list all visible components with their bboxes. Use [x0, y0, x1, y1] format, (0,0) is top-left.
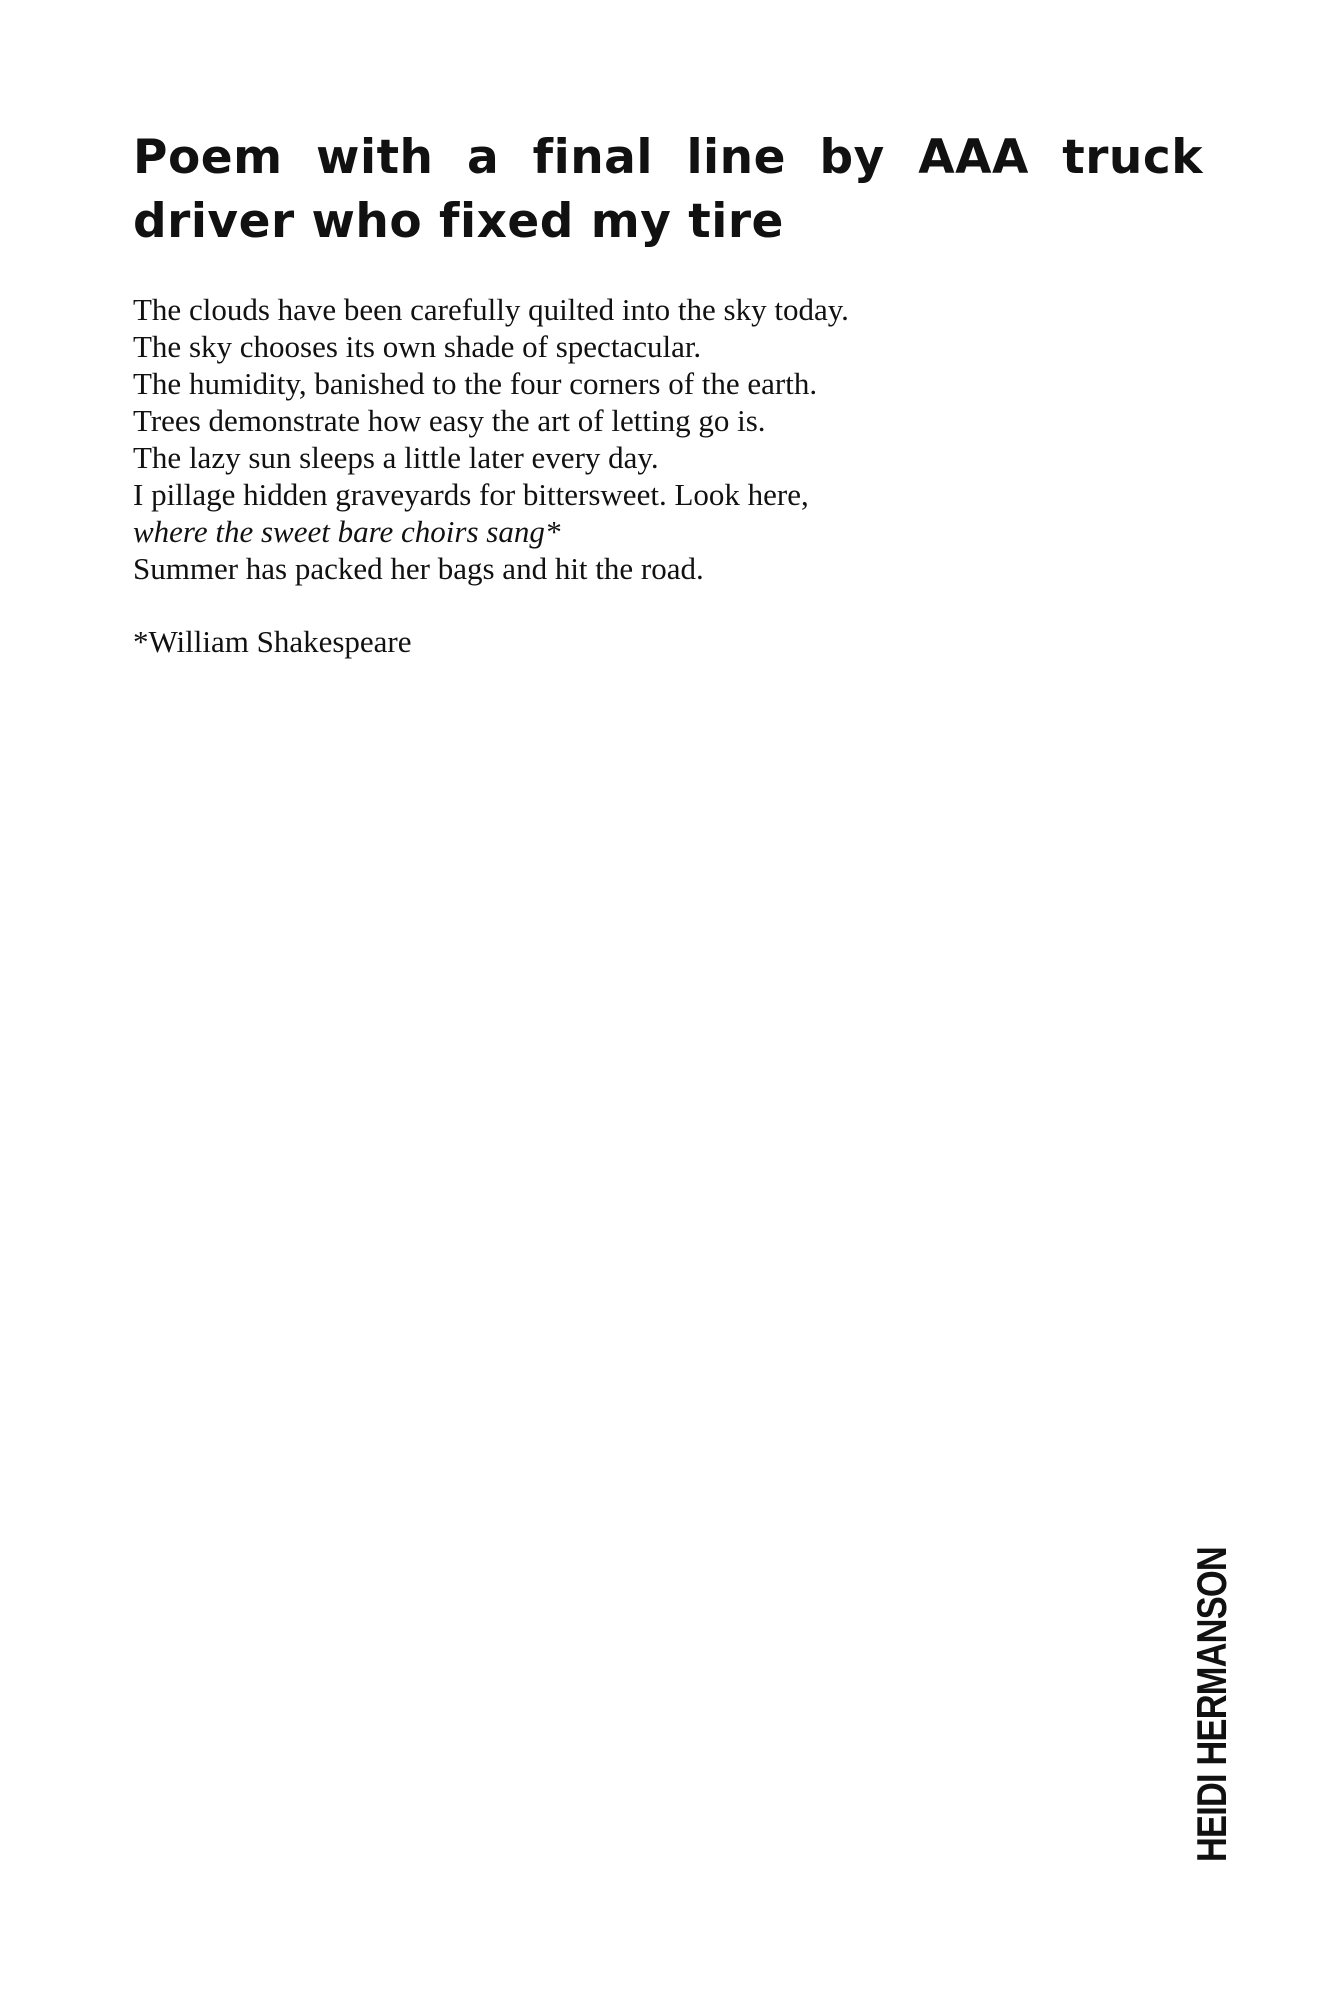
poem-body	[133, 291, 1133, 587]
poem-line: Summer has packed her bags and hit the road.	[133, 551, 704, 586]
poem-line: The clouds have been carefully quilted into the sky today.	[133, 292, 849, 327]
poem-line: The sky chooses its own shade of spectacular.	[133, 329, 702, 364]
poem-line: The lazy sun sleeps a little later every day.	[133, 440, 659, 475]
poem-title: Poem with a final line by AAA truck driver who fixed my tire	[133, 130, 1203, 249]
poem-line: The humidity, banished to the four corners of the earth.	[133, 366, 818, 401]
poem-line: I pillage hidden graveyards for bittersweet. Look here,	[133, 477, 809, 512]
author-name: HEIDI HERMANSON	[1188, 1547, 1235, 1862]
footnote: *William Shakespeare	[133, 624, 412, 659]
poem-line-quote: where the sweet bare choirs sang*	[133, 514, 561, 549]
poem-line: Trees demonstrate how easy the art of letting go is.	[133, 403, 766, 438]
